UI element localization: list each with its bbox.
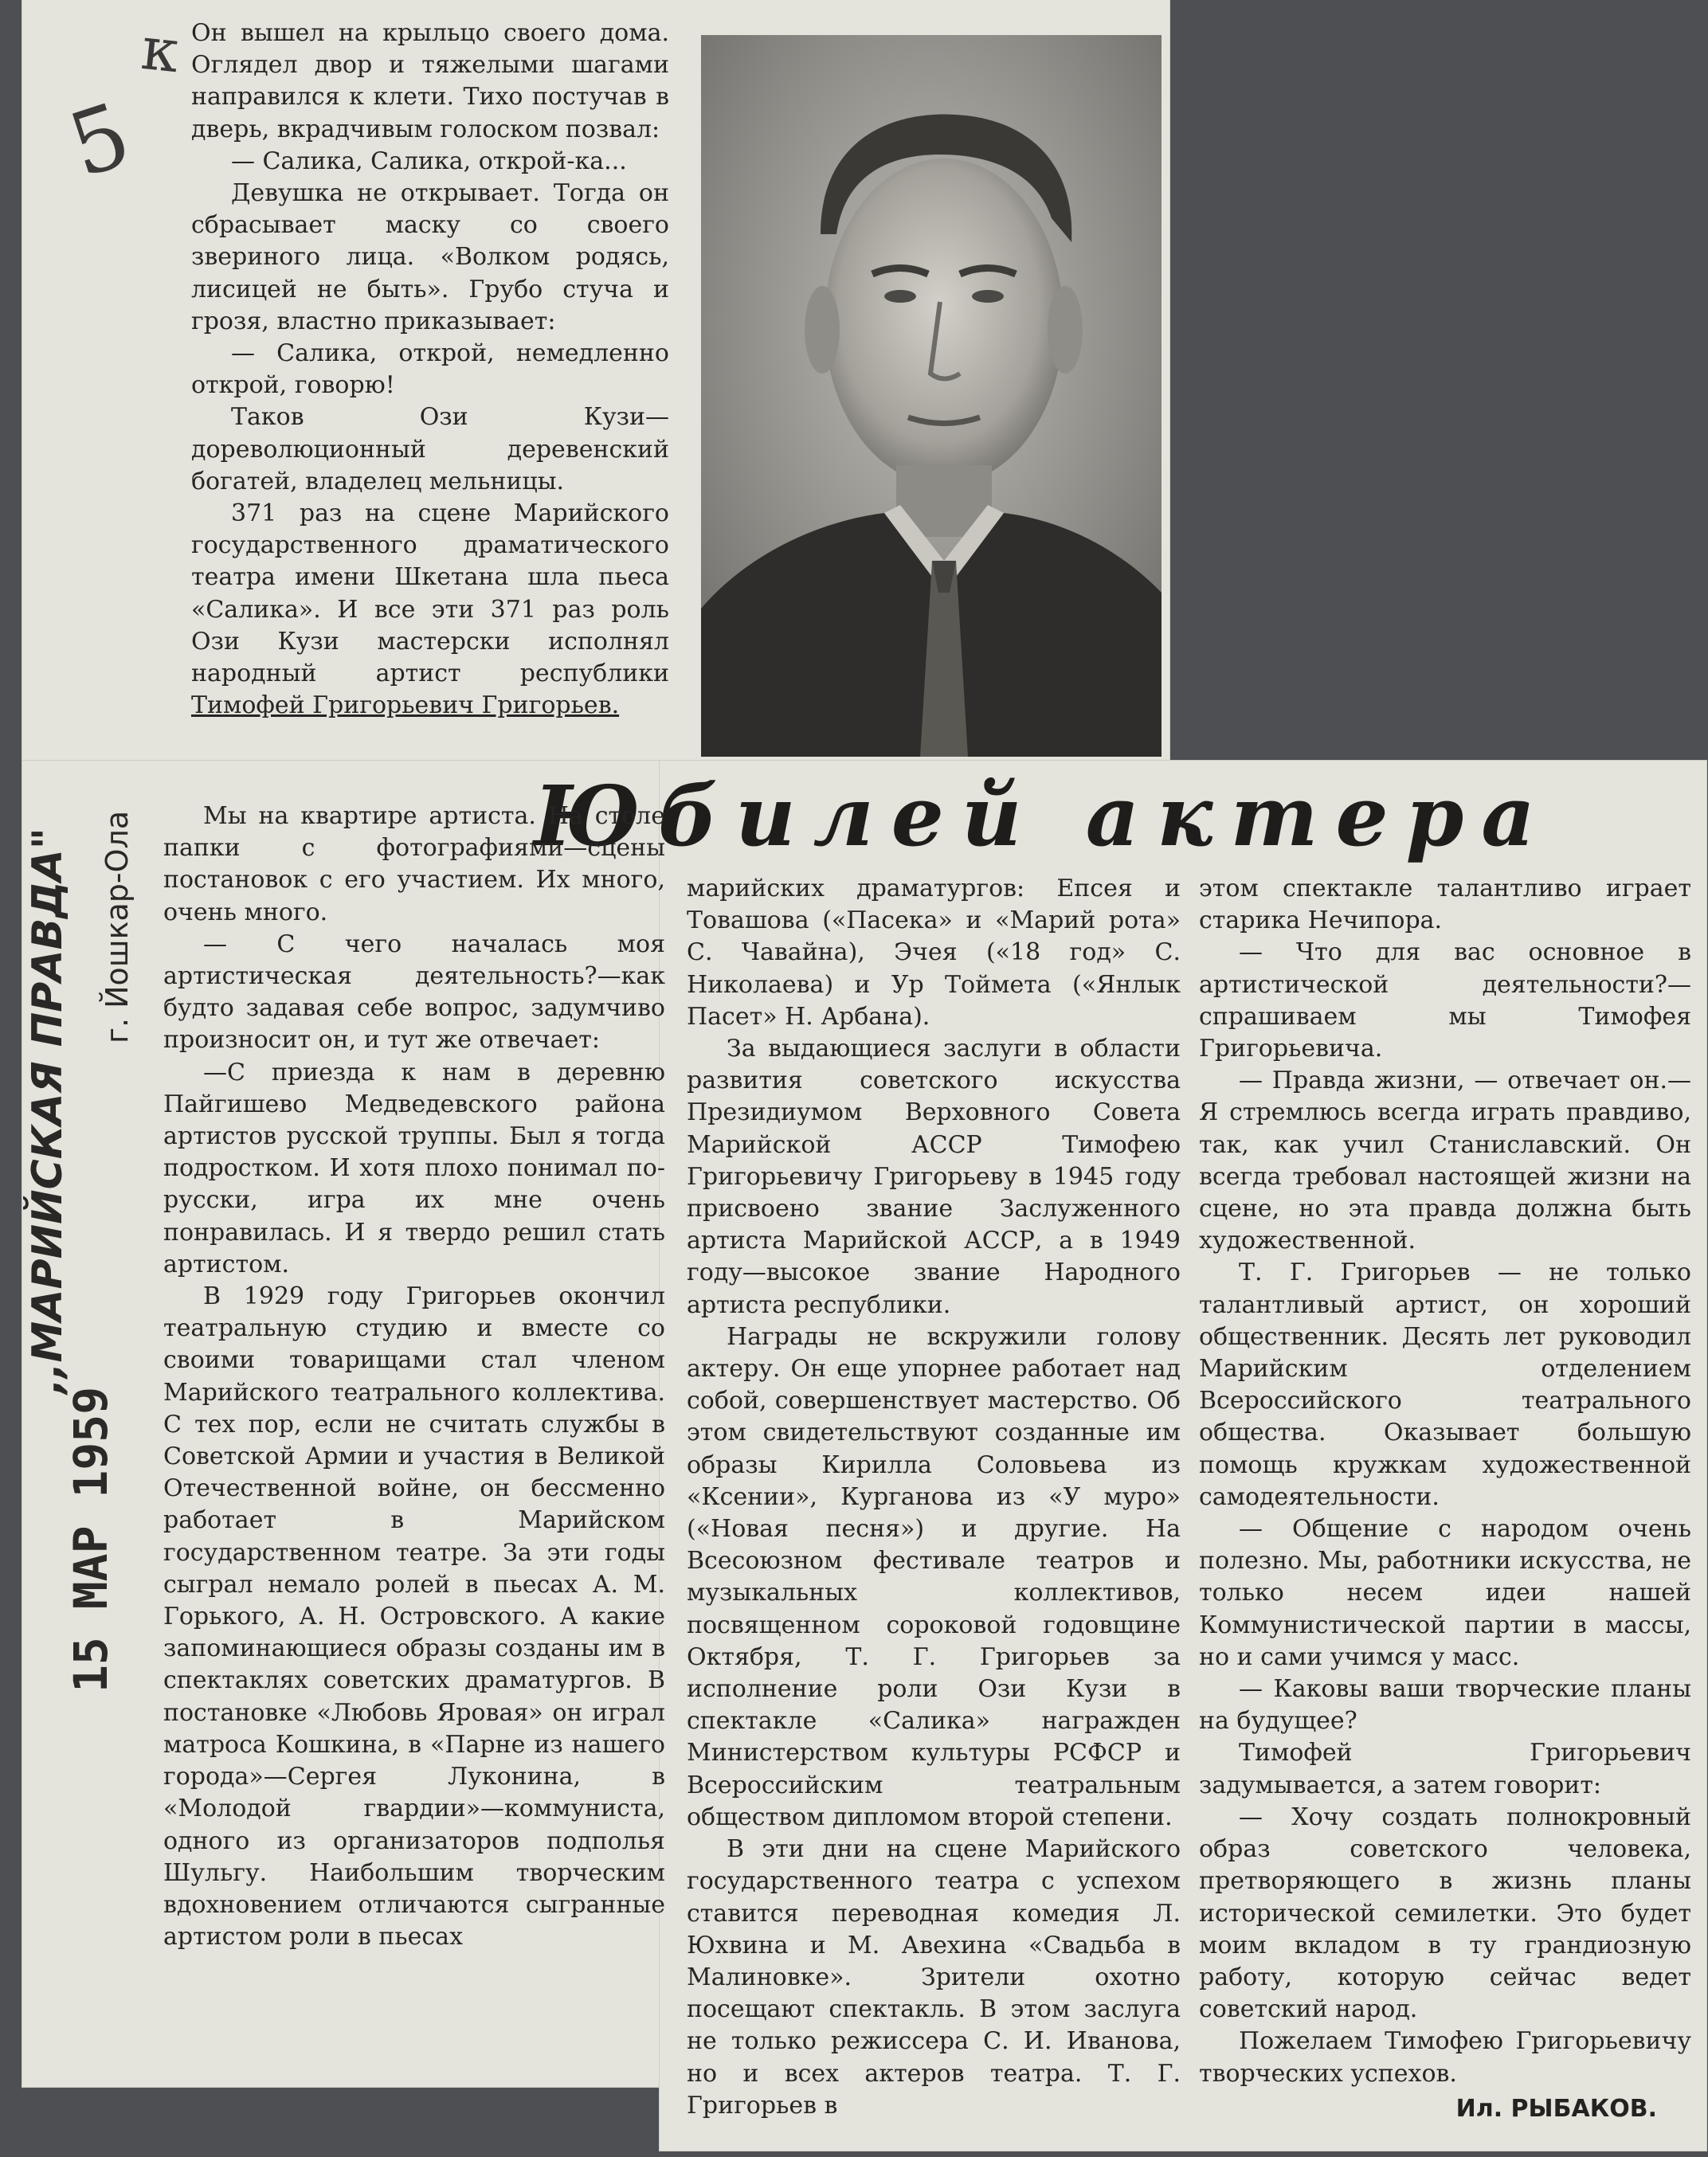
intro-paragraph-last — [191, 498, 669, 722]
column-paragraph: этом спектакле талантливо играет старика Нечипора. — [1199, 875, 1691, 935]
article-headline: Юбилей актера — [534, 767, 1553, 865]
article-column-2 — [687, 873, 1181, 2122]
column-paragraph: марийских драматургов: Епсея и Товашова («Пасека» и «Марий рота» С. Чавайна), Эчея («18 год» С. Николаева) и Ур Тоймета («Янлык Пасет» Н. Арбана). — [687, 875, 1181, 1031]
column-paragraph: — Хочу создать полнокровный образ советского человека, претворяющего в жизнь планы исторической семилетки. Это будет моим вкладом в ту грандиозную работу, которую сейчас ведет советский народ. — [1199, 1803, 1691, 2024]
article-intro — [191, 18, 669, 722]
column-paragraph: Т. Г. Григорьев — не только талантливый артист, он хороший общественник. Десять лет руководил Марийским отделением Всероссийского театрального общества. Оказывает большую помощь кружкам художественной самодеятельности. — [1199, 1259, 1691, 1511]
column-paragraph: В 1929 году Григорьев окончил театральную студию и вместе со своими товарищами стал членом Марийского театрального коллектива. С тех пор, если не считать службы в Советской Армии и участия в Великой Отечественной войне, он бессменно работает в Марийском государственном театре. За эти годы сыграл немало ролей в пьесах А. М. Горького, А. Н. Островского. А какие запоминающиеся образы созданы им в спектаклях советских драматургов. В постановке «Любовь Яровая» он играл матроса Кошкина, в «Парне из нашего города»—Сергея Луконина, в «Молодой гвардии»—коммуниста, одного из организаторов подполья Шульгу. Наибольшим творческим вдохновением отличаются сыгранные артистом роли в пьесах — [163, 1282, 665, 1951]
intro-paragraph: — Салика, открой, немедленно открой, говорю! — [191, 339, 669, 400]
newspaper-masthead — [16, 629, 159, 1394]
intro-paragraph: Девушка не открывает. Тогда он сбрасывает маску со своего звериного лица. «Волком родясь, лисицей не быть». Грубо стуча и грозя, властно приказывает: — [191, 179, 669, 335]
newspaper-city: г. Йошкар-Ола — [100, 810, 135, 1043]
column-paragraph: За выдающиеся заслуги в области развития советского искусства Президиумом Верховного Совета Марийской АССР Тимофею Григорьевичу Григорьеву в 1945 году присвоено звание Заслуженного артиста Марийской АССР, а в 1949 году—высокое звание Народного артиста республики. — [687, 1035, 1181, 1319]
pencil-page-number: 5 — [57, 83, 143, 198]
article-column-3 — [1199, 873, 1691, 2090]
intro-paragraph: Таков Ози Кузи—дореволюционный деревенский богатей, владелец мельницы. — [191, 403, 669, 495]
pencil-corner-mark: к — [138, 14, 182, 87]
date-stamp — [48, 1294, 135, 1693]
stamp-date: 15 МАР 1959 — [64, 1386, 118, 1693]
column-paragraph: — С чего началась моя артистическая деятельность?—как будто задавая себе вопрос, задумчиво произносит он, и тут же отвечает: — [163, 930, 665, 1055]
column-paragraph: Мы на квартире артиста. На столе папки с фотографиями—сцены постановок с его участием. Их много, очень много. — [163, 802, 665, 926]
column-paragraph: — Каковы ваши творческие планы на будущее? — [1199, 1675, 1691, 1736]
intro-text: 371 раз на сцене Марийского государственного драматического театра имени Шкетана шла пьеса «Салика». И все эти 371 раз роль Ози Кузи мастерски исполнял народный артист республики — [191, 499, 669, 688]
column-paragraph: —С приезда к нам в деревню Пайгишево Медведевского района артистов русской труппы. Был я тогда подростком. И хотя плохо понимал по-русски, игра их мне очень понравилась. И я твердо решил стать артистом. — [163, 1058, 665, 1278]
newspaper-name: ,,МАРИЙСКАЯ ПРАВДА" — [24, 828, 72, 1394]
column-paragraph: — Общение с народом очень полезно. Мы, работники искусства, не только несем идеи нашей Коммунистической партии в массы, но и сами учимся у масс. — [1199, 1515, 1691, 1671]
column-paragraph: В эти дни на сцене Марийского государственного театра с успехом ставится переводная комедия Л. Юхвина и М. Авехина «Свадьба в Малиновке». Зрители охотно посещают спектакль. В этом заслуга не только режиссера С. И. Иванова, но и всех актеров театра. Т. Г. Григорьев в — [687, 1835, 1181, 2120]
article-column-1 — [163, 801, 665, 1953]
column-paragraph: — Что для вас основное в артистической деятельности?—спрашиваем мы Тимофея Григорьевича. — [1199, 938, 1691, 1063]
actor-portrait-photo — [701, 35, 1162, 757]
column-paragraph: Пожелаем Тимофею Григорьевичу творческих успехов. — [1199, 2027, 1691, 2088]
author-signature: Ил. РЫБАКОВ. — [1455, 2095, 1657, 2123]
intro-paragraph: Он вышел на крыльцо своего дома. Оглядел двор и тяжелыми шагами направился к клети. Тихо постучав в дверь, вкрадчивым голоском позвал: — [191, 19, 669, 143]
column-paragraph: Награды не вскружили голову актеру. Он еще упорнее работает над собой, совершенствует мастерство. Об этом свидетельствуют созданные им образы Кирилла Соловьева из «Ксении», Курганова из «У муро» («Новая песня») и другие. На Всесоюзном фестивале театров и музыкальных коллективов, посвященном сороковой годовщине Октября, Т. Г. Григорьев за исполнение роли Ози Кузи в спектакле «Салика» награжден Министерством культуры РСФСР и Всероссийским театральным обществом дипломом второй степени. — [687, 1322, 1181, 1831]
intro-paragraph: — Салика, Салика, открой-ка... — [231, 147, 627, 175]
actor-name: Тимофей Григорьевич Григорьев. — [191, 691, 620, 720]
column-paragraph: — Правда жизни, — отвечает он.—Я стремлюсь всегда играть правдиво, так, как учил Станиславский. Он всегда требовал настоящей жизни на сцене, но эта правда должна быть художественной. — [1199, 1067, 1691, 1255]
column-paragraph: Тимофей Григорьевич задумывается, а затем говорит: — [1199, 1739, 1691, 1799]
